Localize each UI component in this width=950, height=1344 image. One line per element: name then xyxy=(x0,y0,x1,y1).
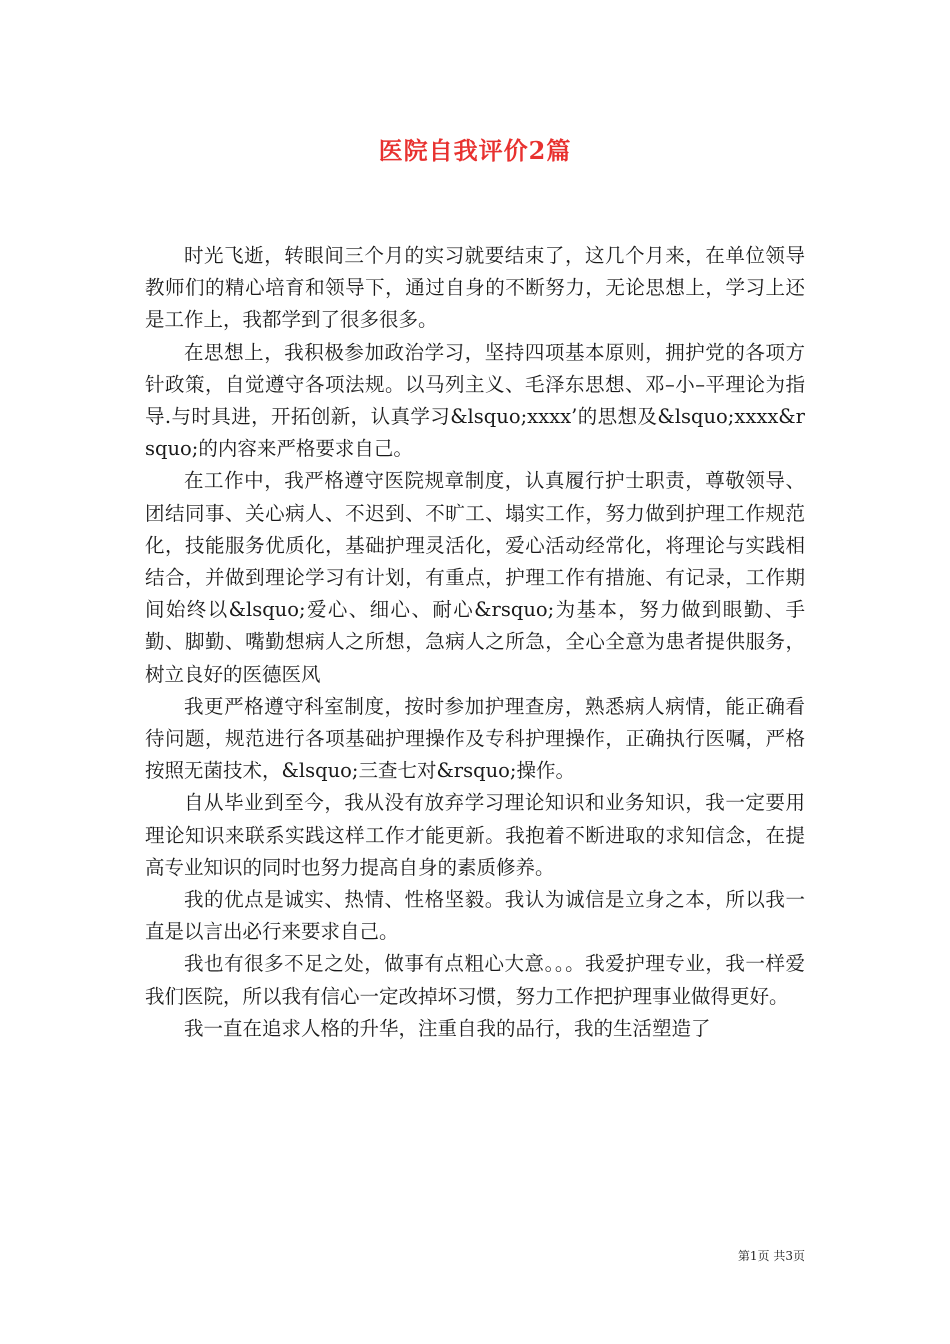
document-title: 医院自我评价2篇 xyxy=(378,136,572,165)
page-number-footer: 第1页 共3页 xyxy=(737,1249,805,1263)
document-body xyxy=(145,240,805,1045)
paragraph: 我也有很多不足之处，做事有点粗心大意。。。我爱护理专业，我一样爱我们医院，所以我有信心一定改掉坏习惯，努力工作把护理事业做得更好。 xyxy=(145,952,805,1008)
paragraph: 我更严格遵守科室制度，按时参加护理查房，熟悉病人病情，能正确看待问题，规范进行各项基础护理操作及专科护理操作，正确执行医嘱，严格按照无菌技术，&lsquo;三查七对&rsquo;操作。 xyxy=(145,694,805,783)
paragraph: 在工作中，我严格遵守医院规章制度，认真履行护士职责，尊敬领导、团结同事、关心病人、不迟到、不旷工、塌实工作，努力做到护理工作规范化，技能服务优质化，基础护理灵活化，爱心活动经常化，将理论与实践相结合，并做到理论学习有计划，有重点，护理工作有措施、有记录，工作期间始终以&lsquo;爱心、细心、耐心&rsquo;为基本，努力做到眼勤、手勤、脚勤、嘴勤想病人之所想，急病人之所急，全心全意为患者提供服务，树立良好的医德医风 xyxy=(145,469,805,686)
paragraph: 自从毕业到至今，我从没有放弃学习理论知识和业务知识，我一定要用理论知识来联系实践这样工作才能更新。我抱着不断进取的求知信念，在提高专业知识的同时也努力提高自身的素质修养。 xyxy=(145,791,805,879)
paragraph: 我的优点是诚实、热情、性格坚毅。我认为诚信是立身之本，所以我一直是以言出必行来要求自己。 xyxy=(145,888,805,944)
paragraph: 在思想上，我积极参加政治学习，坚持四项基本原则，拥护党的各项方针政策，自觉遵守各项法规。以马列主义、毛泽东思想、邓–小–平理论为指导.与时具进，开拓创新，认真学习&lsquo;xxxx’的思想及&lsquo;xxxx&rsquo;的内容来严格要求自己。 xyxy=(145,340,805,461)
paragraph: 时光飞逝，转眼间三个月的实习就要结束了，这几个月来，在单位领导教师们的精心培育和领导下，通过自身的不断努力，无论思想上，学习上还是工作上，我都学到了很多很多。 xyxy=(145,244,805,332)
paragraph: 我一直在追求人格的升华，注重自我的品行，我的生活塑造了 xyxy=(184,1016,711,1040)
